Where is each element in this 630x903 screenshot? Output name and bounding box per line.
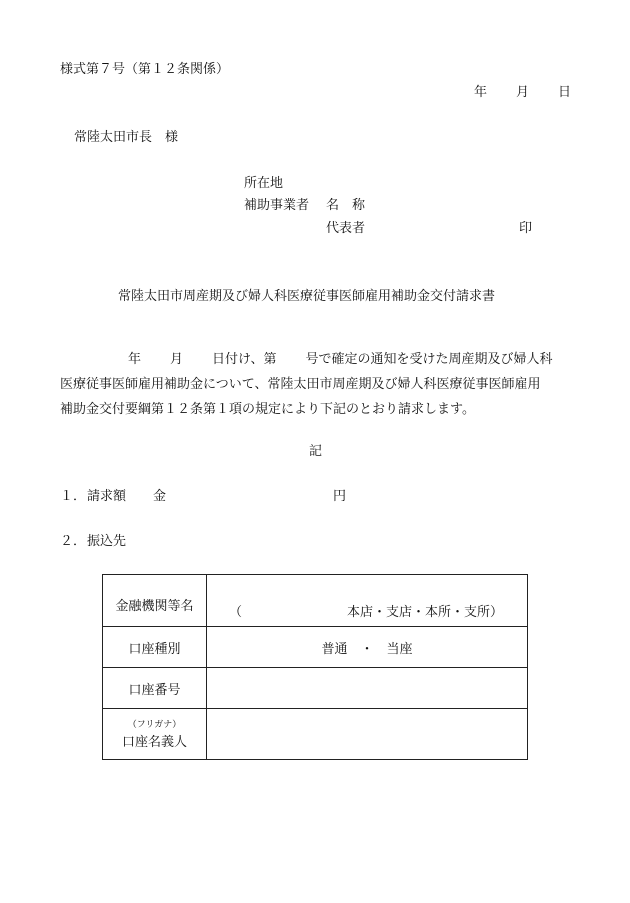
furigana-label: （フリガナ） <box>127 719 182 730</box>
body-month: 月 <box>170 352 184 367</box>
body-line-1 <box>60 347 580 372</box>
kin-label: 金 <box>153 489 167 504</box>
business-label: 補助事業者 <box>244 198 310 213</box>
institution-paren-open: （ <box>229 605 243 620</box>
transfer-destination-label: 振込先 <box>87 534 127 549</box>
body-year: 年 <box>128 352 142 367</box>
date-month-label: 月 <box>516 85 530 100</box>
form-style-number: 様式第７号（第１２条関係） <box>60 62 230 77</box>
seal-mark: 印 <box>519 221 533 236</box>
request-amount-label: 請求額 <box>87 489 127 504</box>
account-holder-value-cell[interactable] <box>207 709 528 760</box>
ki-heading: 記 <box>309 444 323 459</box>
account-type-label: 口座種別 <box>103 627 207 668</box>
representative-label: 代表者 <box>326 221 366 236</box>
account-number-label: 口座番号 <box>103 668 207 709</box>
body-paragraph <box>60 347 580 422</box>
institution-label <box>103 575 207 627</box>
date-year-label: 年 <box>474 85 488 100</box>
name-label: 名 称 <box>326 198 366 213</box>
account-number-value-cell[interactable] <box>207 668 528 709</box>
body-line-2: 医療従事医師雇用補助金について、常陸太田市周産期及び婦人科医療従事医師雇用 <box>60 377 541 392</box>
address-label: 所在地 <box>244 176 284 191</box>
account-number-row <box>103 668 528 709</box>
institution-label-text: 金融機関等名 <box>115 599 194 614</box>
yen-label: 円 <box>333 489 347 504</box>
institution-row <box>103 575 528 627</box>
document-title: 常陸太田市周産期及び婦人科医療従事医師雇用補助金交付請求書 <box>118 289 496 304</box>
item-1-number: １． <box>60 489 87 504</box>
item-2-number: ２． <box>60 534 87 549</box>
date-day-label: 日 <box>558 85 572 100</box>
account-type-value[interactable]: 普通 ・ 当座 <box>207 627 528 668</box>
addressee: 常陸太田市長 様 <box>74 130 179 145</box>
account-type-row <box>103 627 528 668</box>
body-dated: 日付け、第 <box>212 352 277 367</box>
account-holder-label-cell <box>103 709 207 760</box>
institution-value-cell[interactable] <box>207 575 528 627</box>
body-line-3: 補助金交付要綱第１２条第１項の規定により下記のとおり請求します。 <box>60 402 475 417</box>
branch-options: 本店・支店・本所・支所） <box>347 605 504 620</box>
account-holder-label: 口座名義人 <box>121 734 187 750</box>
account-holder-row <box>103 709 528 760</box>
body-rest: 号で確定の通知を受けた周産期及び婦人科 <box>305 352 553 367</box>
bank-account-table <box>102 574 528 760</box>
